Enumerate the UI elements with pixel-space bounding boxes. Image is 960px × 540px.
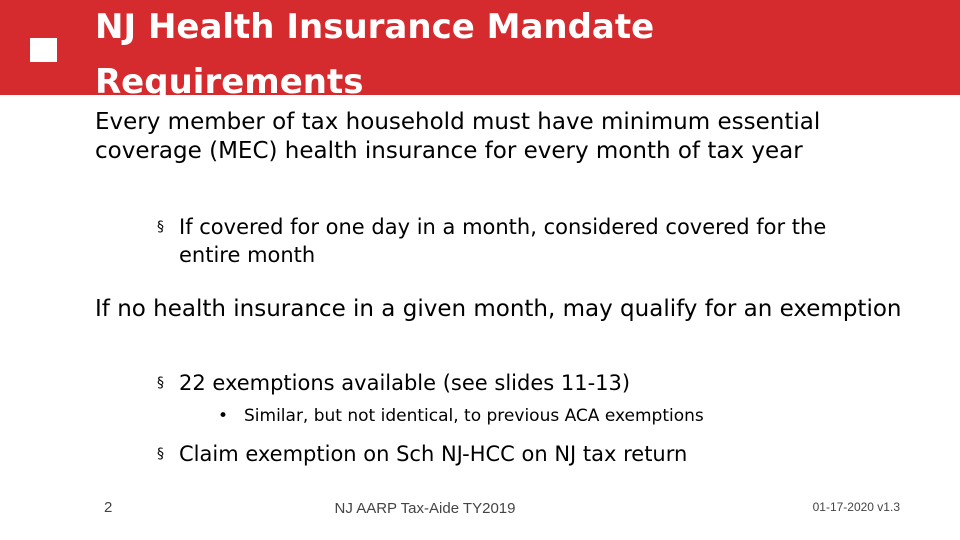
dot-bullet-icon: • bbox=[218, 406, 229, 426]
title-bar bbox=[0, 0, 960, 102]
bullet-text: If covered for one day in a month, considered covered for the entire month bbox=[179, 215, 827, 267]
paragraph-exemption: If no health insurance in a given month, may qualify for an exemption bbox=[95, 296, 902, 322]
square-bullet-icon: § bbox=[157, 375, 164, 391]
bullet-22-exemptions bbox=[157, 369, 877, 397]
slide-title: NJ Health Insurance Mandate Requirements bbox=[95, 7, 655, 102]
paragraph-mec-requirement: Every member of tax household must have minimum essential coverage (MEC) health insurance for every month of tax year bbox=[95, 109, 821, 164]
bullet-text: 22 exemptions available (see slides 11-13) bbox=[179, 371, 631, 395]
footer-version: 01-17-2020 v1.3 bbox=[812, 500, 900, 514]
square-bullet-icon: § bbox=[157, 446, 164, 462]
sub-bullet-text: Similar, but not identical, to previous ACA exemptions bbox=[244, 406, 704, 426]
footer-center-text: NJ AARP Tax-Aide TY2019 bbox=[334, 500, 516, 517]
bullet-claim-exemption bbox=[157, 440, 877, 468]
bullet-text: Claim exemption on Sch NJ-HCC on NJ tax return bbox=[179, 442, 688, 466]
slide-number: 2 bbox=[104, 499, 113, 516]
sub-bullet-aca bbox=[218, 404, 918, 428]
title-square-icon bbox=[30, 38, 57, 62]
square-bullet-icon: § bbox=[157, 219, 164, 235]
bullet-covered-one-day bbox=[157, 213, 877, 269]
